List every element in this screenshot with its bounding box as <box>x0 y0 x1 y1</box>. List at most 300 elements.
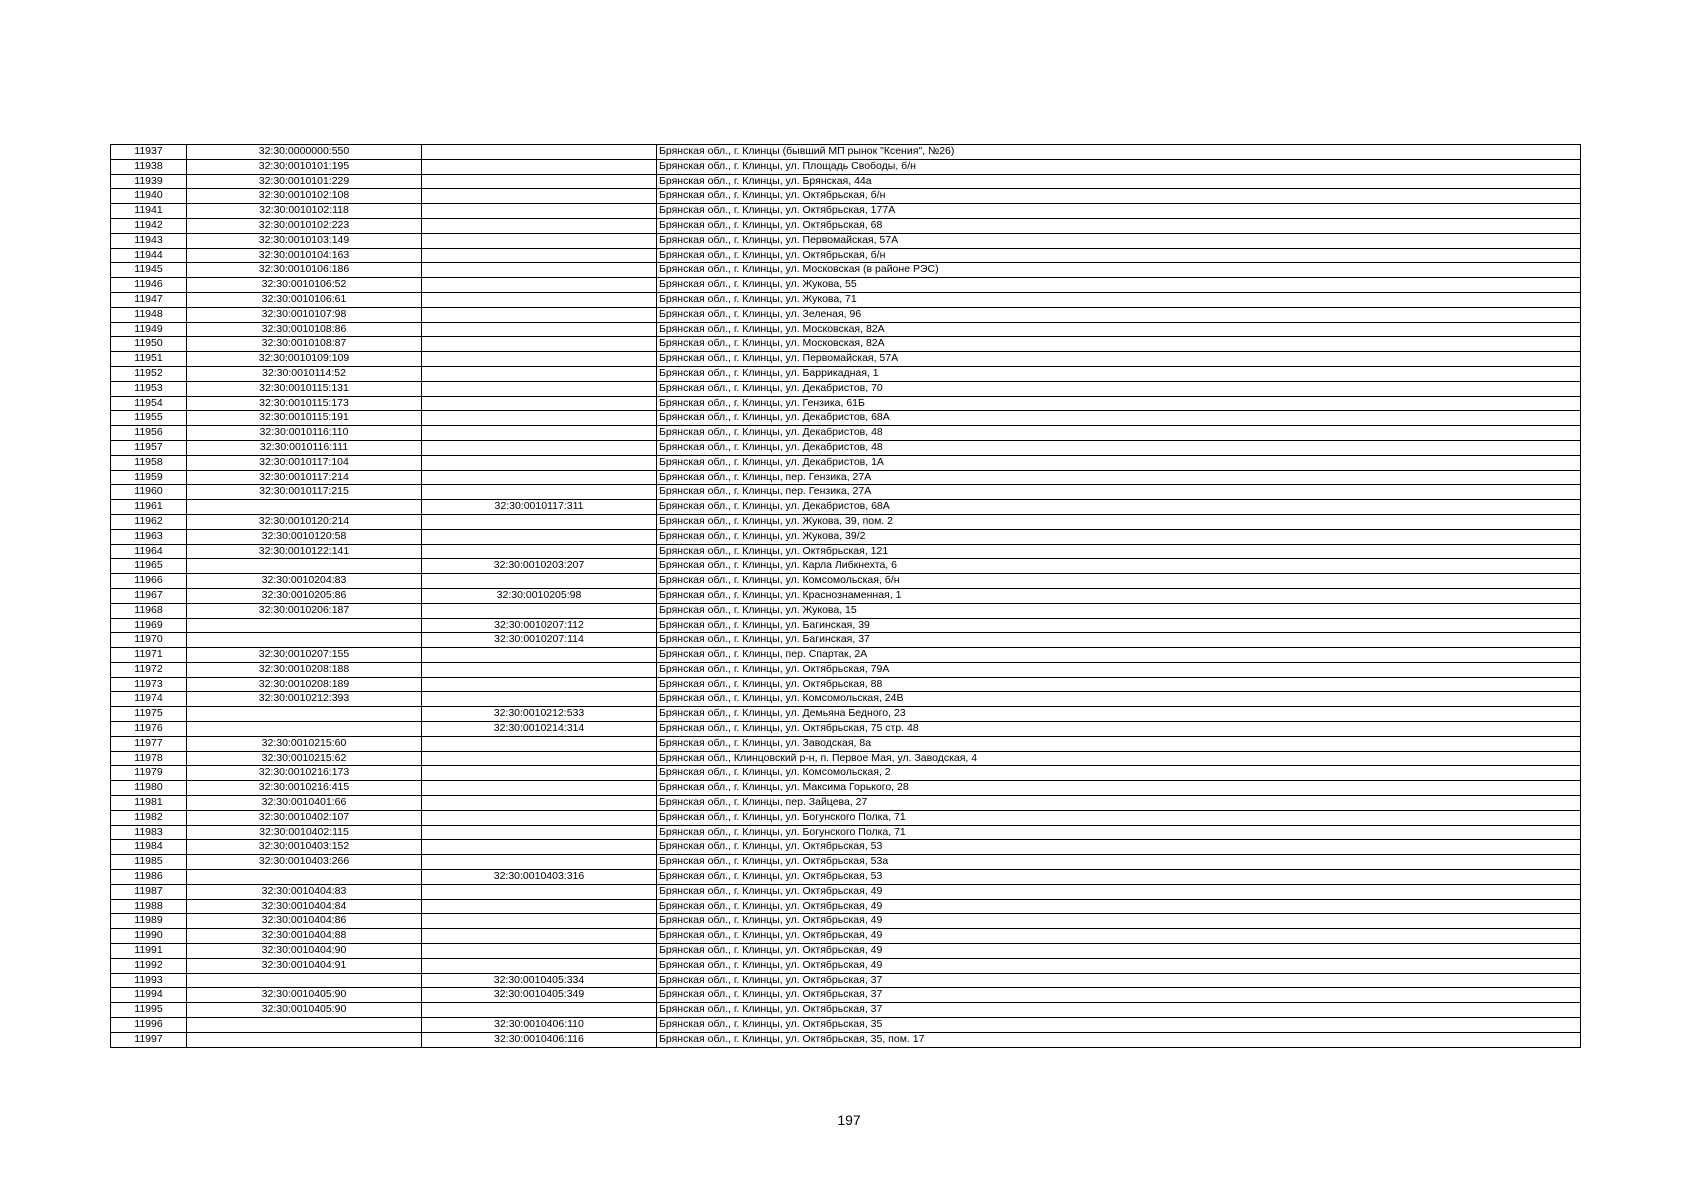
cadastral-number-alt-cell: 32:30:0010406:110 <box>422 1018 657 1033</box>
table-row <box>111 588 1581 603</box>
cadastral-number-cell: 32:30:0010116:110 <box>187 426 422 441</box>
cadastral-number-alt-cell <box>422 396 657 411</box>
cadastral-number-alt-cell <box>422 159 657 174</box>
cadastral-number-alt-cell <box>422 677 657 692</box>
cadastral-number-cell <box>187 1032 422 1047</box>
cadastral-number-alt-cell <box>422 514 657 529</box>
address-cell: Брянская обл., г. Клинцы, ул. Октябрьская, 75 стр. 48 <box>657 722 1581 737</box>
address-cell: Брянская обл., г. Клинцы, ул. Октябрьская, 53 <box>657 870 1581 885</box>
row-number-cell: 11974 <box>111 692 187 707</box>
cadastral-number-cell: 32:30:0010115:191 <box>187 411 422 426</box>
cadastral-number-cell: 32:30:0010401:66 <box>187 796 422 811</box>
row-number-cell: 11992 <box>111 958 187 973</box>
cadastral-number-cell: 32:30:0010107:98 <box>187 307 422 322</box>
table-row <box>111 766 1581 781</box>
row-number-cell: 11991 <box>111 944 187 959</box>
cadastral-number-cell: 32:30:0000000:550 <box>187 145 422 160</box>
table-row <box>111 485 1581 500</box>
row-number-cell: 11953 <box>111 381 187 396</box>
address-cell: Брянская обл., г. Клинцы, ул. Баррикадная, 1 <box>657 366 1581 381</box>
row-number-cell: 11951 <box>111 352 187 367</box>
cadastral-number-cell <box>187 722 422 737</box>
cadastral-number-cell: 32:30:0010405:90 <box>187 1003 422 1018</box>
address-cell: Брянская обл., г. Клинцы, ул. Первомайская, 57А <box>657 352 1581 367</box>
row-number-cell: 11987 <box>111 884 187 899</box>
address-cell: Брянская обл., г. Клинцы, ул. Октябрьская, б/н <box>657 189 1581 204</box>
address-cell: Брянская обл., г. Клинцы, ул. Октябрьская, 53а <box>657 855 1581 870</box>
row-number-cell: 11939 <box>111 174 187 189</box>
cadastral-number-cell: 32:30:0010402:107 <box>187 810 422 825</box>
cadastral-number-alt-cell <box>422 914 657 929</box>
row-number-cell: 11954 <box>111 396 187 411</box>
row-number-cell: 11937 <box>111 145 187 160</box>
cadastral-number-alt-cell: 32:30:0010207:112 <box>422 618 657 633</box>
cadastral-number-alt-cell <box>422 884 657 899</box>
cadastral-number-alt-cell <box>422 544 657 559</box>
address-cell: Брянская обл., г. Клинцы, ул. Октябрьская, 121 <box>657 544 1581 559</box>
address-cell: Брянская обл., г. Клинцы, ул. Московская, 82А <box>657 322 1581 337</box>
cadastral-number-alt-cell <box>422 485 657 500</box>
row-number-cell: 11986 <box>111 870 187 885</box>
address-cell: Брянская обл., г. Клинцы, ул. Зеленая, 96 <box>657 307 1581 322</box>
row-number-cell: 11967 <box>111 588 187 603</box>
row-number-cell: 11971 <box>111 648 187 663</box>
table-row <box>111 988 1581 1003</box>
table-row <box>111 352 1581 367</box>
cadastral-number-cell: 32:30:0010108:86 <box>187 322 422 337</box>
cadastral-number-cell <box>187 618 422 633</box>
row-number-cell: 11960 <box>111 485 187 500</box>
cadastral-number-cell: 32:30:0010117:104 <box>187 455 422 470</box>
address-cell: Брянская обл., г. Клинцы, ул. Октябрьская, 53 <box>657 840 1581 855</box>
table-row <box>111 307 1581 322</box>
table-row <box>111 899 1581 914</box>
cadastral-number-cell: 32:30:0010404:84 <box>187 899 422 914</box>
cadastral-number-alt-cell: 32:30:0010403:316 <box>422 870 657 885</box>
cadastral-number-cell <box>187 707 422 722</box>
row-number-cell: 11940 <box>111 189 187 204</box>
cadastral-number-alt-cell <box>422 322 657 337</box>
table-row <box>111 722 1581 737</box>
table-row <box>111 174 1581 189</box>
table-row <box>111 233 1581 248</box>
table-row <box>111 529 1581 544</box>
row-number-cell: 11959 <box>111 470 187 485</box>
cadastral-number-alt-cell <box>422 145 657 160</box>
cadastral-number-alt-cell <box>422 603 657 618</box>
table-row <box>111 1018 1581 1033</box>
row-number-cell: 11969 <box>111 618 187 633</box>
registry-table <box>110 144 1581 1048</box>
address-cell: Брянская обл., г. Клинцы, ул. Октябрьская, 49 <box>657 958 1581 973</box>
cadastral-number-alt-cell <box>422 929 657 944</box>
row-number-cell: 11979 <box>111 766 187 781</box>
cadastral-number-alt-cell <box>422 529 657 544</box>
cadastral-number-cell: 32:30:0010405:90 <box>187 988 422 1003</box>
address-cell: Брянская обл., г. Клинцы, ул. Октябрьская, 35 <box>657 1018 1581 1033</box>
cadastral-number-cell: 32:30:0010106:52 <box>187 278 422 293</box>
address-cell: Брянская обл., г. Клинцы, ул. Жукова, 71 <box>657 292 1581 307</box>
table-row <box>111 944 1581 959</box>
cadastral-number-alt-cell <box>422 248 657 263</box>
cadastral-number-alt-cell <box>422 352 657 367</box>
address-cell: Брянская обл., г. Клинцы, ул. Московская (в районе РЭС) <box>657 263 1581 278</box>
cadastral-number-alt-cell <box>422 218 657 233</box>
row-number-cell: 11964 <box>111 544 187 559</box>
address-cell: Брянская обл., г. Клинцы, ул. Октябрьская, 49 <box>657 899 1581 914</box>
cadastral-number-alt-cell: 32:30:0010212:533 <box>422 707 657 722</box>
cadastral-number-cell: 32:30:0010404:91 <box>187 958 422 973</box>
table-row <box>111 440 1581 455</box>
address-cell: Брянская обл., г. Клинцы, ул. Богунского Полка, 71 <box>657 825 1581 840</box>
cadastral-number-cell: 32:30:0010115:131 <box>187 381 422 396</box>
row-number-cell: 11941 <box>111 204 187 219</box>
table-row <box>111 840 1581 855</box>
table-row <box>111 500 1581 515</box>
address-cell: Брянская обл., г. Клинцы, ул. Комсомольская, б/н <box>657 574 1581 589</box>
cadastral-number-alt-cell <box>422 736 657 751</box>
cadastral-number-cell <box>187 500 422 515</box>
cadastral-number-alt-cell <box>422 796 657 811</box>
address-cell: Брянская обл., г. Клинцы, ул. Богунского Полка, 71 <box>657 810 1581 825</box>
row-number-cell: 11976 <box>111 722 187 737</box>
cadastral-number-alt-cell <box>422 944 657 959</box>
row-number-cell: 11977 <box>111 736 187 751</box>
cadastral-number-alt-cell <box>422 263 657 278</box>
cadastral-number-cell: 32:30:0010120:58 <box>187 529 422 544</box>
cadastral-number-alt-cell <box>422 278 657 293</box>
address-cell: Брянская обл., г. Клинцы, ул. Декабристов, 68А <box>657 411 1581 426</box>
table-row <box>111 337 1581 352</box>
cadastral-number-alt-cell: 32:30:0010214:314 <box>422 722 657 737</box>
row-number-cell: 11973 <box>111 677 187 692</box>
row-number-cell: 11972 <box>111 662 187 677</box>
cadastral-number-alt-cell: 32:30:0010205:98 <box>422 588 657 603</box>
address-cell: Брянская обл., г. Клинцы, ул. Октябрьская, б/н <box>657 248 1581 263</box>
table-row <box>111 426 1581 441</box>
table-row <box>111 618 1581 633</box>
table-row <box>111 677 1581 692</box>
row-number-cell: 11956 <box>111 426 187 441</box>
cadastral-number-cell: 32:30:0010120:214 <box>187 514 422 529</box>
table-row <box>111 855 1581 870</box>
cadastral-number-alt-cell <box>422 825 657 840</box>
cadastral-number-cell <box>187 870 422 885</box>
cadastral-number-alt-cell <box>422 337 657 352</box>
row-number-cell: 11965 <box>111 559 187 574</box>
table-row <box>111 411 1581 426</box>
cadastral-number-cell: 32:30:0010216:173 <box>187 766 422 781</box>
cadastral-number-cell: 32:30:0010122:141 <box>187 544 422 559</box>
table-row <box>111 870 1581 885</box>
row-number-cell: 11957 <box>111 440 187 455</box>
table-row <box>111 1032 1581 1047</box>
row-number-cell: 11961 <box>111 500 187 515</box>
table-row <box>111 662 1581 677</box>
row-number-cell: 11994 <box>111 988 187 1003</box>
cadastral-number-alt-cell <box>422 204 657 219</box>
address-cell: Брянская обл., г. Клинцы, ул. Декабристов, 1А <box>657 455 1581 470</box>
cadastral-number-cell: 32:30:0010102:223 <box>187 218 422 233</box>
cadastral-number-cell: 32:30:0010205:86 <box>187 588 422 603</box>
row-number-cell: 11993 <box>111 973 187 988</box>
cadastral-number-alt-cell <box>422 411 657 426</box>
cadastral-number-alt-cell <box>422 692 657 707</box>
cadastral-number-cell: 32:30:0010117:214 <box>187 470 422 485</box>
cadastral-number-cell: 32:30:0010106:61 <box>187 292 422 307</box>
cadastral-number-cell: 32:30:0010115:173 <box>187 396 422 411</box>
table-row <box>111 470 1581 485</box>
cadastral-number-alt-cell <box>422 292 657 307</box>
row-number-cell: 11946 <box>111 278 187 293</box>
address-cell: Брянская обл., г. Клинцы, пер. Спартак, 2А <box>657 648 1581 663</box>
table-row <box>111 278 1581 293</box>
address-cell: Брянская обл., г. Клинцы, ул. Брянская, 44а <box>657 174 1581 189</box>
cadastral-number-alt-cell <box>422 426 657 441</box>
cadastral-number-cell: 32:30:0010204:83 <box>187 574 422 589</box>
cadastral-number-alt-cell <box>422 574 657 589</box>
address-cell: Брянская обл., г. Клинцы, ул. Октябрьская, 37 <box>657 1003 1581 1018</box>
cadastral-number-alt-cell <box>422 470 657 485</box>
table-row <box>111 973 1581 988</box>
table-row <box>111 263 1581 278</box>
cadastral-number-cell <box>187 973 422 988</box>
table-row <box>111 929 1581 944</box>
address-cell: Брянская обл., г. Клинцы, ул. Демьяна Бедного, 23 <box>657 707 1581 722</box>
table-row <box>111 145 1581 160</box>
address-cell: Брянская обл., г. Клинцы, ул. Декабристов, 68А <box>657 500 1581 515</box>
cadastral-number-alt-cell <box>422 440 657 455</box>
table-row <box>111 396 1581 411</box>
cadastral-number-alt-cell: 32:30:0010117:311 <box>422 500 657 515</box>
cadastral-number-alt-cell <box>422 1003 657 1018</box>
table-row <box>111 796 1581 811</box>
table-row <box>111 514 1581 529</box>
address-cell: Брянская обл., г. Клинцы, ул. Краснознаменная, 1 <box>657 588 1581 603</box>
cadastral-number-cell: 32:30:0010208:189 <box>187 677 422 692</box>
row-number-cell: 11968 <box>111 603 187 618</box>
row-number-cell: 11970 <box>111 633 187 648</box>
table-row <box>111 736 1581 751</box>
cadastral-number-alt-cell <box>422 958 657 973</box>
row-number-cell: 11978 <box>111 751 187 766</box>
row-number-cell: 11988 <box>111 899 187 914</box>
cadastral-number-cell: 32:30:0010206:187 <box>187 603 422 618</box>
table-row <box>111 292 1581 307</box>
cadastral-number-alt-cell: 32:30:0010207:114 <box>422 633 657 648</box>
row-number-cell: 11983 <box>111 825 187 840</box>
row-number-cell: 11985 <box>111 855 187 870</box>
row-number-cell: 11938 <box>111 159 187 174</box>
cadastral-number-alt-cell <box>422 840 657 855</box>
table-row <box>111 825 1581 840</box>
row-number-cell: 11952 <box>111 366 187 381</box>
cadastral-number-alt-cell <box>422 455 657 470</box>
cadastral-number-cell <box>187 633 422 648</box>
cadastral-number-alt-cell <box>422 366 657 381</box>
row-number-cell: 11980 <box>111 781 187 796</box>
cadastral-number-alt-cell <box>422 307 657 322</box>
cadastral-number-cell: 32:30:0010102:118 <box>187 204 422 219</box>
row-number-cell: 11982 <box>111 810 187 825</box>
table-row <box>111 455 1581 470</box>
table-row <box>111 958 1581 973</box>
address-cell: Брянская обл., Клинцовский р-н, п. Первое Мая, ул. Заводская, 4 <box>657 751 1581 766</box>
cadastral-number-cell: 32:30:0010215:62 <box>187 751 422 766</box>
address-cell: Брянская обл., г. Клинцы, ул. Гензика, 61Б <box>657 396 1581 411</box>
address-cell: Брянская обл., г. Клинцы, пер. Гензика, 27А <box>657 470 1581 485</box>
table-row <box>111 218 1581 233</box>
address-cell: Брянская обл., г. Клинцы, ул. Октябрьская, 68 <box>657 218 1581 233</box>
cadastral-number-alt-cell: 32:30:0010406:116 <box>422 1032 657 1047</box>
cadastral-number-cell: 32:30:0010108:87 <box>187 337 422 352</box>
row-number-cell: 11947 <box>111 292 187 307</box>
cadastral-number-alt-cell: 32:30:0010203:207 <box>422 559 657 574</box>
row-number-cell: 11944 <box>111 248 187 263</box>
address-cell: Брянская обл., г. Клинцы, ул. Багинская, 39 <box>657 618 1581 633</box>
cadastral-number-alt-cell <box>422 662 657 677</box>
cadastral-number-cell: 32:30:0010403:266 <box>187 855 422 870</box>
address-cell: Брянская обл., г. Клинцы, ул. Комсомольская, 2 <box>657 766 1581 781</box>
address-cell: Брянская обл., г. Клинцы, ул. Заводская, 8а <box>657 736 1581 751</box>
cadastral-number-cell: 32:30:0010402:115 <box>187 825 422 840</box>
address-cell: Брянская обл., г. Клинцы, ул. Октябрьская, 49 <box>657 884 1581 899</box>
address-cell: Брянская обл., г. Клинцы, ул. Октябрьская, 79А <box>657 662 1581 677</box>
address-cell: Брянская обл., г. Клинцы, ул. Московская, 82А <box>657 337 1581 352</box>
address-cell: Брянская обл., г. Клинцы, ул. Жукова, 55 <box>657 278 1581 293</box>
row-number-cell: 11949 <box>111 322 187 337</box>
row-number-cell: 11943 <box>111 233 187 248</box>
table-row <box>111 204 1581 219</box>
table-row <box>111 633 1581 648</box>
table-row <box>111 544 1581 559</box>
address-cell: Брянская обл., г. Клинцы, ул. Багинская, 37 <box>657 633 1581 648</box>
cadastral-number-cell: 32:30:0010101:229 <box>187 174 422 189</box>
table-row <box>111 603 1581 618</box>
cadastral-number-cell: 32:30:0010404:86 <box>187 914 422 929</box>
table-row <box>111 884 1581 899</box>
address-cell: Брянская обл., г. Клинцы, ул. Октябрьская, 49 <box>657 944 1581 959</box>
cadastral-number-cell: 32:30:0010101:195 <box>187 159 422 174</box>
cadastral-number-cell: 32:30:0010103:149 <box>187 233 422 248</box>
row-number-cell: 11981 <box>111 796 187 811</box>
address-cell: Брянская обл., г. Клинцы (бывший МП рынок "Ксения", №26) <box>657 145 1581 160</box>
registry-table-body <box>111 145 1581 1048</box>
row-number-cell: 11995 <box>111 1003 187 1018</box>
row-number-cell: 11984 <box>111 840 187 855</box>
table-row <box>111 189 1581 204</box>
address-cell: Брянская обл., г. Клинцы, ул. Декабристов, 48 <box>657 426 1581 441</box>
cadastral-number-cell: 32:30:0010404:90 <box>187 944 422 959</box>
cadastral-number-alt-cell <box>422 751 657 766</box>
cadastral-number-alt-cell <box>422 189 657 204</box>
cadastral-number-alt-cell <box>422 174 657 189</box>
address-cell: Брянская обл., г. Клинцы, ул. Комсомольская, 24В <box>657 692 1581 707</box>
cadastral-number-cell: 32:30:0010403:152 <box>187 840 422 855</box>
table-row <box>111 648 1581 663</box>
cadastral-number-cell: 32:30:0010109:109 <box>187 352 422 367</box>
address-cell: Брянская обл., г. Клинцы, ул. Октябрьская, 88 <box>657 677 1581 692</box>
address-cell: Брянская обл., г. Клинцы, ул. Площадь Свободы, б/н <box>657 159 1581 174</box>
cadastral-number-alt-cell <box>422 381 657 396</box>
cadastral-number-cell: 32:30:0010106:186 <box>187 263 422 278</box>
address-cell: Брянская обл., г. Клинцы, пер. Гензика, 27А <box>657 485 1581 500</box>
row-number-cell: 11966 <box>111 574 187 589</box>
address-cell: Брянская обл., г. Клинцы, ул. Жукова, 15 <box>657 603 1581 618</box>
address-cell: Брянская обл., г. Клинцы, ул. Октябрьская, 49 <box>657 914 1581 929</box>
table-row <box>111 707 1581 722</box>
table-row <box>111 751 1581 766</box>
address-cell: Брянская обл., г. Клинцы, ул. Жукова, 39, пом. 2 <box>657 514 1581 529</box>
row-number-cell: 11942 <box>111 218 187 233</box>
table-row <box>111 914 1581 929</box>
cadastral-number-cell <box>187 559 422 574</box>
cadastral-number-cell: 32:30:0010116:111 <box>187 440 422 455</box>
table-row <box>111 692 1581 707</box>
cadastral-number-alt-cell: 32:30:0010405:334 <box>422 973 657 988</box>
address-cell: Брянская обл., г. Клинцы, ул. Карла Либкнехта, 6 <box>657 559 1581 574</box>
row-number-cell: 11948 <box>111 307 187 322</box>
cadastral-number-cell: 32:30:0010117:215 <box>187 485 422 500</box>
table-row <box>111 781 1581 796</box>
table-row <box>111 1003 1581 1018</box>
row-number-cell: 11958 <box>111 455 187 470</box>
page-number: 197 <box>837 1112 861 1128</box>
table-row <box>111 159 1581 174</box>
cadastral-number-alt-cell: 32:30:0010405:349 <box>422 988 657 1003</box>
row-number-cell: 11975 <box>111 707 187 722</box>
address-cell: Брянская обл., г. Клинцы, ул. Октябрьская, 49 <box>657 929 1581 944</box>
cadastral-number-alt-cell <box>422 855 657 870</box>
cadastral-number-alt-cell <box>422 648 657 663</box>
table-row <box>111 559 1581 574</box>
row-number-cell: 11997 <box>111 1032 187 1047</box>
row-number-cell: 11963 <box>111 529 187 544</box>
address-cell: Брянская обл., г. Клинцы, ул. Жукова, 39/2 <box>657 529 1581 544</box>
address-cell: Брянская обл., г. Клинцы, пер. Зайцева, 27 <box>657 796 1581 811</box>
cadastral-number-alt-cell <box>422 233 657 248</box>
table-row <box>111 322 1581 337</box>
cadastral-number-cell: 32:30:0010207:155 <box>187 648 422 663</box>
cadastral-number-cell: 32:30:0010215:60 <box>187 736 422 751</box>
cadastral-number-cell: 32:30:0010102:108 <box>187 189 422 204</box>
address-cell: Брянская обл., г. Клинцы, ул. Декабристов, 48 <box>657 440 1581 455</box>
cadastral-number-alt-cell <box>422 781 657 796</box>
row-number-cell: 11989 <box>111 914 187 929</box>
cadastral-number-alt-cell <box>422 899 657 914</box>
cadastral-number-cell: 32:30:0010104:163 <box>187 248 422 263</box>
cadastral-number-cell: 32:30:0010216:415 <box>187 781 422 796</box>
cadastral-number-cell: 32:30:0010114:52 <box>187 366 422 381</box>
row-number-cell: 11996 <box>111 1018 187 1033</box>
address-cell: Брянская обл., г. Клинцы, ул. Максима Горького, 28 <box>657 781 1581 796</box>
address-cell: Брянская обл., г. Клинцы, ул. Октябрьская, 37 <box>657 988 1581 1003</box>
address-cell: Брянская обл., г. Клинцы, ул. Первомайская, 57А <box>657 233 1581 248</box>
cadastral-number-cell: 32:30:0010212:393 <box>187 692 422 707</box>
cadastral-number-cell <box>187 1018 422 1033</box>
row-number-cell: 11945 <box>111 263 187 278</box>
address-cell: Брянская обл., г. Клинцы, ул. Октябрьская, 37 <box>657 973 1581 988</box>
address-cell: Брянская обл., г. Клинцы, ул. Декабристов, 70 <box>657 381 1581 396</box>
table-row <box>111 366 1581 381</box>
row-number-cell: 11955 <box>111 411 187 426</box>
table-row <box>111 810 1581 825</box>
address-cell: Брянская обл., г. Клинцы, ул. Октябрьская, 35, пом. 17 <box>657 1032 1581 1047</box>
row-number-cell: 11990 <box>111 929 187 944</box>
table-row <box>111 574 1581 589</box>
table-row <box>111 248 1581 263</box>
cadastral-number-cell: 32:30:0010404:88 <box>187 929 422 944</box>
